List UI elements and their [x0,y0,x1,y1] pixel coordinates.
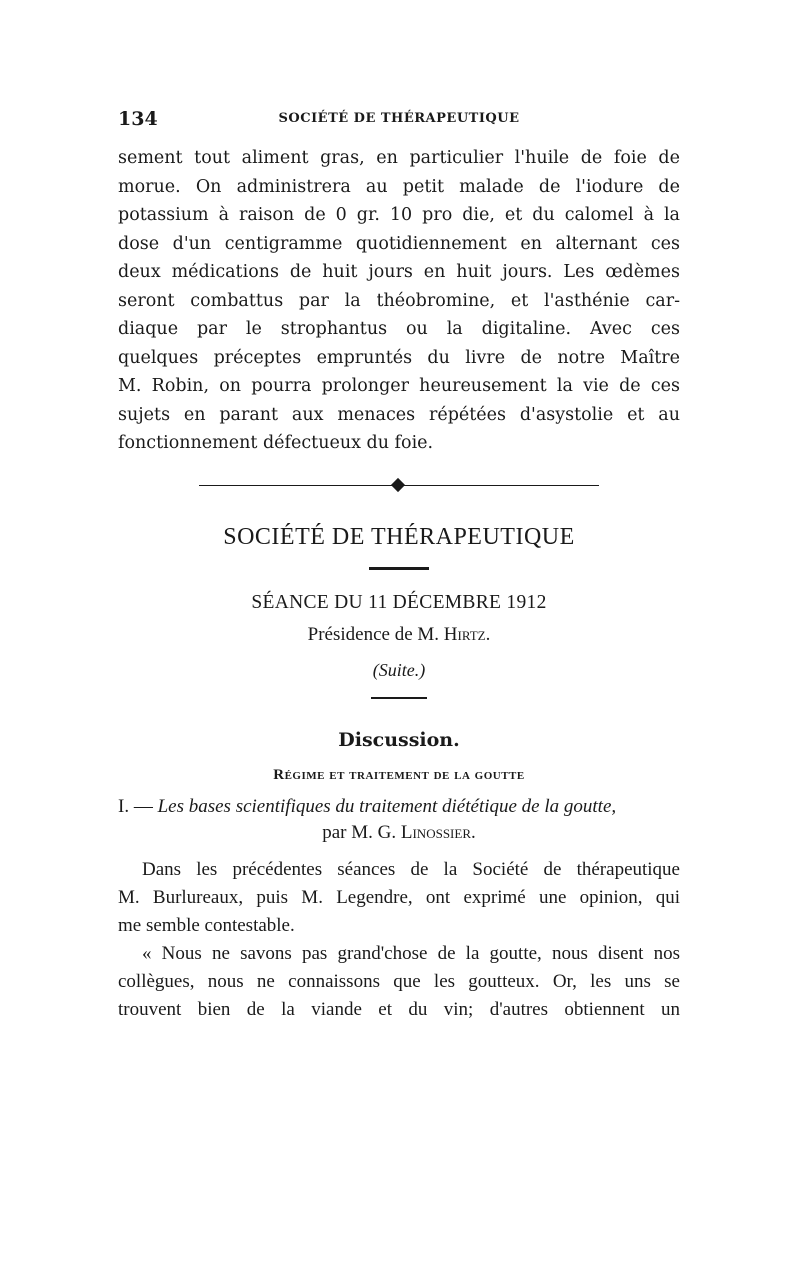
text-line: trouvent bien de la viande et du vin; d'autres obtiennent un [118,998,680,1020]
text-line: M. Burlureaux, puis M. Legendre, ont exprimé une opinion, qui [118,886,680,908]
page-number: 134 [118,108,158,130]
text-line: morue. On administrera au petit malade de l'iodure de [118,176,680,197]
item-title-text: Les bases scientifiques du traitement diététique de la goutte, [157,795,617,817]
text-line: diaque par le strophantus ou la digitaline. Avec ces [118,319,680,339]
session-date: SÉANCE DU 11 DÉCEMBRE 1912 [251,591,547,613]
short-rule-divider [369,567,429,570]
text-line: deux médications de huit jours en huit jours. Les œdèmes [118,262,680,282]
presidence-line [118,624,680,646]
text-line: sujets en parant aux menaces répétées d'asystolie et au [118,404,680,425]
section-title: Régime et traitement de la goutte [273,766,525,783]
item-title [118,794,680,846]
section-ornament-divider [199,476,599,496]
item-author-prefix: par M. G. [322,821,397,843]
item-author-name: Linossier. [400,821,476,843]
discussion-heading: Discussion. [338,728,460,751]
presidence-prefix: Présidence de M. [307,623,440,645]
item-author-line [118,820,680,846]
paragraph-continuation [118,144,680,458]
text-line: quelques préceptes empruntés du livre de notre Maître [118,347,680,368]
diamond-ornament-icon [391,477,405,491]
item-number: I. — [118,795,153,817]
text-line: seront combattus par la théobromine, et l'asthénie car- [118,290,680,311]
text-line: collègues, nous ne connaissons que les goutteux. Or, les uns se [118,970,680,992]
running-title: SOCIÉTÉ DE THÉRAPEUTIQUE [278,111,520,126]
text-line: sement tout aliment gras, en particulier l'huile de foie de [118,148,680,168]
short-rule-divider [371,697,427,699]
text-line: dose d'un centigramme quotidiennement en alternant ces [118,233,680,254]
text-line: me semble contestable. [118,914,295,936]
society-title: SOCIÉTÉ DE THÉRAPEUTIQUE [223,523,575,550]
running-head [118,108,680,136]
text-line: Dans les précédentes séances de la Société de thérapeutique [142,858,680,880]
text-line: potassium à raison de 0 gr. 10 pro die, et du calomel à la [118,205,680,225]
paragraph-quote [118,940,680,1024]
text-line: fonctionnement défectueux du foie. [118,433,434,453]
text-line: M. Robin, on pourra prolonger heureusement la vie de ces [118,376,680,396]
suite-note: (Suite.) [372,659,426,680]
book-page [118,108,680,1024]
text-line: « Nous ne savons pas grand'chose de la goutte, nous disent nos [142,942,680,964]
president-name: Hirtz. [443,623,491,645]
item-title-line [118,794,680,820]
paragraph-intro [118,856,680,940]
